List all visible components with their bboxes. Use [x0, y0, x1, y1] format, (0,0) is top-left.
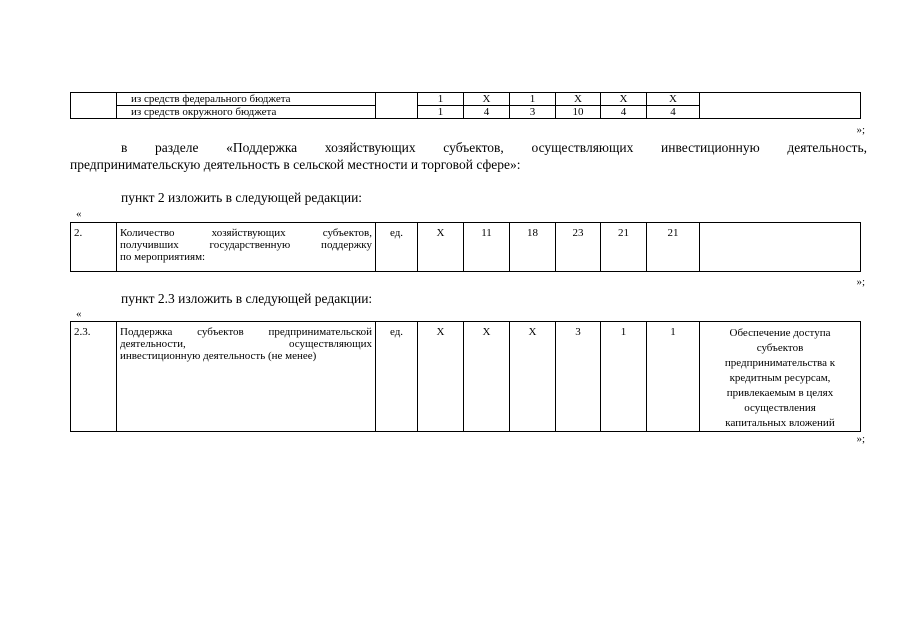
value-cell: 3 — [556, 322, 601, 432]
note-line: субъектов — [756, 342, 804, 354]
indicator-name — [117, 223, 376, 272]
value-cell: 1 — [510, 93, 556, 106]
value-cell: 11 — [464, 223, 510, 272]
value-cell: 18 — [510, 223, 556, 272]
row-number: 2.3. — [71, 322, 117, 432]
note-line: Обеспечение доступа — [729, 327, 831, 339]
value-cell: 21 — [647, 223, 700, 272]
value-cell: 1 — [647, 322, 700, 432]
section-text-line-2: предпринимательскую деятельность в сельской местности и торговой сфере»: — [70, 157, 521, 172]
indicator-table-2-3 — [70, 321, 861, 432]
note-cell — [700, 322, 861, 432]
name-line: Количество хозяйствующих субъектов, — [120, 227, 372, 239]
note-cell — [700, 93, 861, 119]
value-cell: Х — [510, 322, 556, 432]
unit-cell: ед. — [376, 322, 418, 432]
note-line: кредитным ресурсам, — [729, 372, 831, 384]
value-cell: Х — [647, 93, 700, 106]
value-cell: Х — [464, 322, 510, 432]
name-line: по мероприятиям: — [120, 251, 206, 263]
value-cell: Х — [601, 93, 647, 106]
value-cell: 3 — [510, 106, 556, 119]
value-cell: Х — [418, 322, 464, 432]
opening-quote: « — [76, 308, 82, 320]
unit-cell: ед. — [376, 223, 418, 272]
row-label: из средств федерального бюджета — [117, 93, 376, 106]
closing-quote: »; — [856, 433, 865, 445]
num-cell — [71, 93, 117, 119]
value-cell: 1 — [418, 106, 464, 119]
table-row — [71, 322, 861, 432]
value-cell: 4 — [464, 106, 510, 119]
row-number: 2. — [71, 223, 117, 272]
name-line: Поддержка субъектов предпринимательской — [120, 326, 372, 338]
value-cell: Х — [418, 223, 464, 272]
indicator-table-2 — [70, 222, 861, 272]
closing-quote: »; — [856, 276, 865, 288]
closing-quote: »; — [856, 124, 865, 136]
value-cell: Х — [464, 93, 510, 106]
name-line: получивших государственную поддержку — [120, 239, 372, 251]
unit-cell — [376, 93, 418, 119]
table-row — [71, 223, 861, 272]
row-label: из средств окружного бюджета — [117, 106, 376, 119]
indicator-name — [117, 322, 376, 432]
opening-quote: « — [76, 208, 82, 220]
note-line: привлекаемым в целях — [726, 387, 834, 399]
value-cell: 4 — [601, 106, 647, 119]
value-cell: 23 — [556, 223, 601, 272]
funding-sources-table — [70, 92, 861, 119]
instruction-2: пункт 2.3 изложить в следующей редакции: — [121, 291, 373, 306]
table-row — [71, 93, 861, 106]
section-text-line-1: в разделе «Поддержка хозяйствующих субъектов, осуществляющих инвестиционную деятельность, — [121, 140, 867, 155]
value-cell: 21 — [601, 223, 647, 272]
name-line: инвестиционную деятельность (не менее) — [120, 350, 317, 362]
note-cell — [700, 223, 861, 272]
value-cell: 1 — [601, 322, 647, 432]
note-line: предпринимательства к — [724, 357, 836, 369]
value-cell: 1 — [418, 93, 464, 106]
value-cell: 10 — [556, 106, 601, 119]
instruction-1: пункт 2 изложить в следующей редакции: — [121, 190, 363, 205]
note-line: капитальных вложений — [725, 417, 835, 429]
note-line: осуществления — [744, 402, 816, 414]
value-cell: Х — [556, 93, 601, 106]
value-cell: 4 — [647, 106, 700, 119]
name-line: деятельности, осуществляющих — [120, 338, 372, 350]
